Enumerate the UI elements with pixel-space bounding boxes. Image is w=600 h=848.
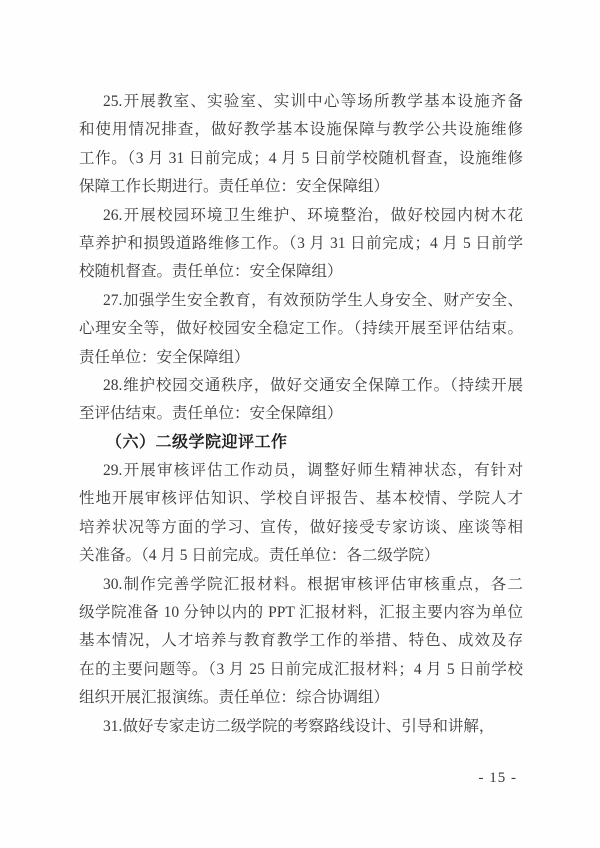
text-line: 基本情况，人才培养与教育教学工作的举措、特色、成效及存 [79, 632, 523, 650]
text-line: 保障工作长期进行。责任单位：安全保障组） [79, 178, 390, 196]
section-heading [79, 429, 523, 457]
text-line: 30.制作完善学院汇报材料。根据审核评估审核重点，各二 [103, 575, 523, 593]
text-line: 29.开展审核评估工作动员，调整好师生精神状态，有针对 [103, 462, 523, 480]
text-line: 心理安全等，做好校园安全稳定工作。（持续开展至评估结束。 [79, 320, 523, 338]
text-line: 25.开展教室、实验室、实训中心等场所教学基本设施齐备 [103, 93, 523, 110]
text-line: 草养护和损毁道路维修工作。（3 月 31 日前完成；4 月 5 日前学 [79, 234, 523, 252]
text-line: 在的主要问题等。（3 月 25 日前完成汇报材料；4 月 5 日前学校 [79, 660, 523, 678]
text-line: 培养状况等方面的学习、宣传，做好接受专家访谈、座谈等相 [79, 518, 523, 536]
paragraph-28 [79, 372, 523, 429]
document-body [79, 88, 523, 741]
paragraph-29 [79, 457, 523, 571]
paragraph-27 [79, 287, 523, 372]
text-line: 27.加强学生安全教育，有效预防学生人身安全、财产安全、 [103, 291, 523, 309]
text-line: 责任单位：安全保障组） [79, 348, 250, 366]
page-number: - 15 - [478, 770, 517, 786]
text-line: 关准备。（4 月 5 日前完成。责任单位：各二级学院） [79, 547, 440, 565]
paragraph-26 [79, 202, 523, 287]
text-line: 组织开展汇报演练。责任单位：综合协调组） [79, 689, 390, 707]
text-line: 28.维护校园交通秩序，做好交通安全保障工作。（持续开展 [103, 376, 523, 394]
section-heading-text: （六）二级学院迎评工作 [106, 433, 288, 451]
paragraph-30 [79, 571, 523, 713]
text-line: 工作。（3 月 31 日前完成；4 月 5 日前学校随机督查，设施维修 [79, 149, 523, 167]
paragraph-25 [79, 88, 523, 202]
text-line: 级学院准备 10 分钟以内的 PPT 汇报材料，汇报主要内容为单位 [79, 604, 523, 622]
text-line: 26.开展校园环境卫生维护、环境整治，做好校园内树木花 [103, 206, 523, 224]
paragraph-31 [79, 713, 523, 741]
text-line: 31.做好专家走访二级学院的考察路线设计、引导和讲解， [103, 717, 495, 735]
text-line: 校随机督查。责任单位：安全保障组） [79, 263, 343, 281]
text-line: 至评估结束。责任单位：安全保障组） [79, 405, 343, 423]
text-line: 和使用情况排查，做好教学基本设施保障与教学公共设施维修 [79, 121, 523, 139]
text-line: 性地开展审核评估知识、学校自评报告、基本校情、学院人才 [79, 490, 523, 508]
